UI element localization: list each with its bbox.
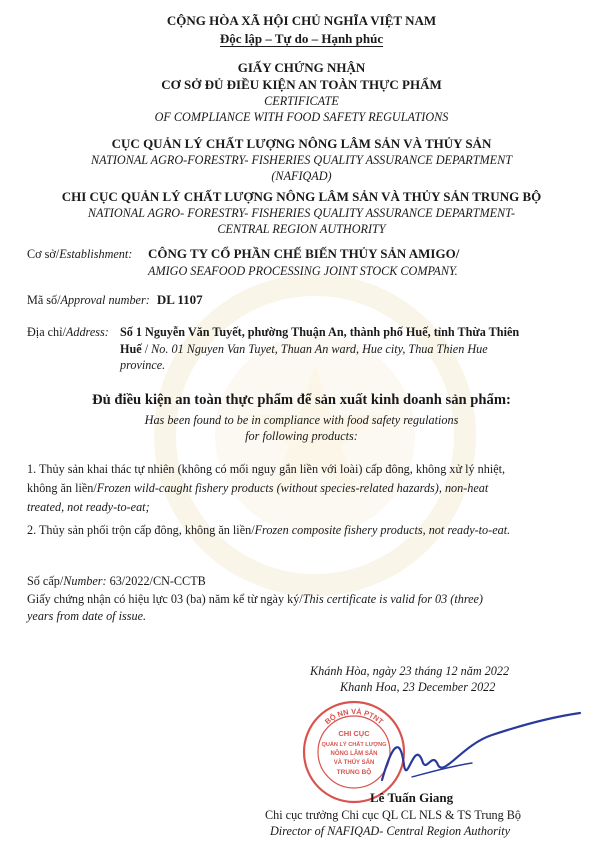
compliance-en-1: Has been found to be in compliance with food safety regulations — [144, 413, 459, 427]
svg-text:BỘ NN VÀ PTNT: BỘ NN VÀ PTNT — [322, 706, 386, 727]
title-vi-1: GIẤY CHỨNG NHẬN — [237, 60, 366, 75]
branch-en-2: CENTRAL REGION AUTHORITY — [217, 222, 386, 236]
svg-text:CHI CỤC: CHI CỤC — [338, 729, 370, 738]
department-vi: CỤC QUẢN LÝ CHẤT LƯỢNG NÔNG LÂM SẢN VÀ THỦY SẢN — [111, 136, 492, 151]
svg-text:TRUNG BỘ: TRUNG BỘ — [336, 769, 372, 776]
establishment-name-vi: CÔNG TY CỔ PHẦN CHẾ BIẾN THỦY SẢN AMIGO/ — [148, 246, 460, 261]
title-en-2: OF COMPLIANCE WITH FOOD SAFETY REGULATIONS — [154, 110, 449, 124]
compliance-vi: Đủ điều kiện an toàn thực phẩm để sản xuất kinh doanh sản phẩm: — [92, 392, 511, 408]
signatory-title-vi: Chi cục trưởng Chi cục QL CL NLS & TS Trung Bộ — [265, 808, 522, 822]
motto: Độc lập – Tự do – Hạnh phúc — [219, 31, 384, 46]
svg-text:VÀ THỦY SẢN: VÀ THỦY SẢN — [333, 760, 375, 766]
establishment-label: Cơ sở/Establishment: — [27, 247, 133, 261]
issue-date-en: Khanh Hoa, 23 December 2022 — [340, 680, 496, 694]
certificate-number: Số cấp/Number: 63/2022/CN-CCTB — [27, 574, 206, 588]
validity-line-2: years from date of issue. — [27, 609, 147, 623]
branch-vi: CHI CỤC QUẢN LÝ CHẤT LƯỢNG NÔNG LÂM SẢN VÀ THỦY SẢN TRUNG BỘ — [61, 189, 542, 204]
signature-icon — [352, 705, 592, 800]
title-vi-2: CƠ SỞ ĐỦ ĐIỀU KIỆN AN TOÀN THỰC PHẨM — [161, 77, 442, 92]
svg-text:NÔNG LÂM SẢN: NÔNG LÂM SẢN — [330, 751, 378, 757]
product-1-line-3: treated, not ready-to-eat; — [27, 500, 150, 514]
product-1-line-2: không ăn liền/Frozen wild-caught fishery products (without species-related hazards), non-heat — [27, 481, 489, 495]
signatory-name: Lê Tuấn Giang — [370, 790, 454, 805]
issue-date-vi: Khánh Hòa, ngày 23 tháng 12 năm 2022 — [310, 664, 510, 678]
compliance-en-2: for following products: — [245, 429, 358, 443]
svg-text:QUẢN LÝ CHẤT LƯỢNG: QUẢN LÝ CHẤT LƯỢNG — [321, 742, 387, 748]
approval-number: Mã số/Approval number: DL 1107 — [27, 292, 203, 307]
address-vi-1: Số 1 Nguyễn Văn Tuyết, phường Thuận An, thành phố Huế, tỉnh Thừa Thiên — [120, 325, 520, 339]
address-line-2: Huế / No. 01 Nguyen Van Tuyet, Thuan An ward, Hue city, Thua Thien Hue — [120, 342, 488, 356]
department-en-1: NATIONAL AGRO-FORESTRY- FISHERIES QUALITY ASSURANCE DEPARTMENT — [90, 153, 513, 167]
country-name: CỘNG HÒA XÃ HỘI CHỦ NGHĨA VIỆT NAM — [166, 13, 437, 28]
address-en-2: province. — [120, 358, 166, 372]
certificate-number-value: 63/2022/CN-CCTB — [106, 574, 206, 588]
validity-line-1: Giấy chứng nhận có hiệu lực 03 (ba) năm kể từ ngày ký/This certificate is valid for 03 (three) — [27, 592, 483, 606]
address-label: Địa chỉ/Address: — [27, 325, 109, 339]
product-2: 2. Thủy sản phối trộn cấp đông, không ăn liền/Frozen composite fishery products, not ready-to-eat. — [27, 523, 511, 537]
approval-number-value: DL 1107 — [156, 292, 203, 307]
product-1-line-1: 1. Thủy sản khai thác tự nhiên (không có mối nguy gắn liền với loài) cấp đông, không xử lý nhiệt, — [27, 462, 506, 476]
title-en-1: CERTIFICATE — [264, 94, 339, 108]
department-en-2: (NAFIQAD) — [271, 169, 332, 183]
signatory-title-en: Director of NAFIQAD- Central Region Authority — [270, 824, 510, 838]
branch-en-1: NATIONAL AGRO- FORESTRY- FISHERIES QUALITY ASSURANCE DEPARTMENT- — [87, 206, 516, 220]
establishment-name-en: AMIGO SEAFOOD PROCESSING JOINT STOCK COMPANY. — [148, 264, 458, 278]
